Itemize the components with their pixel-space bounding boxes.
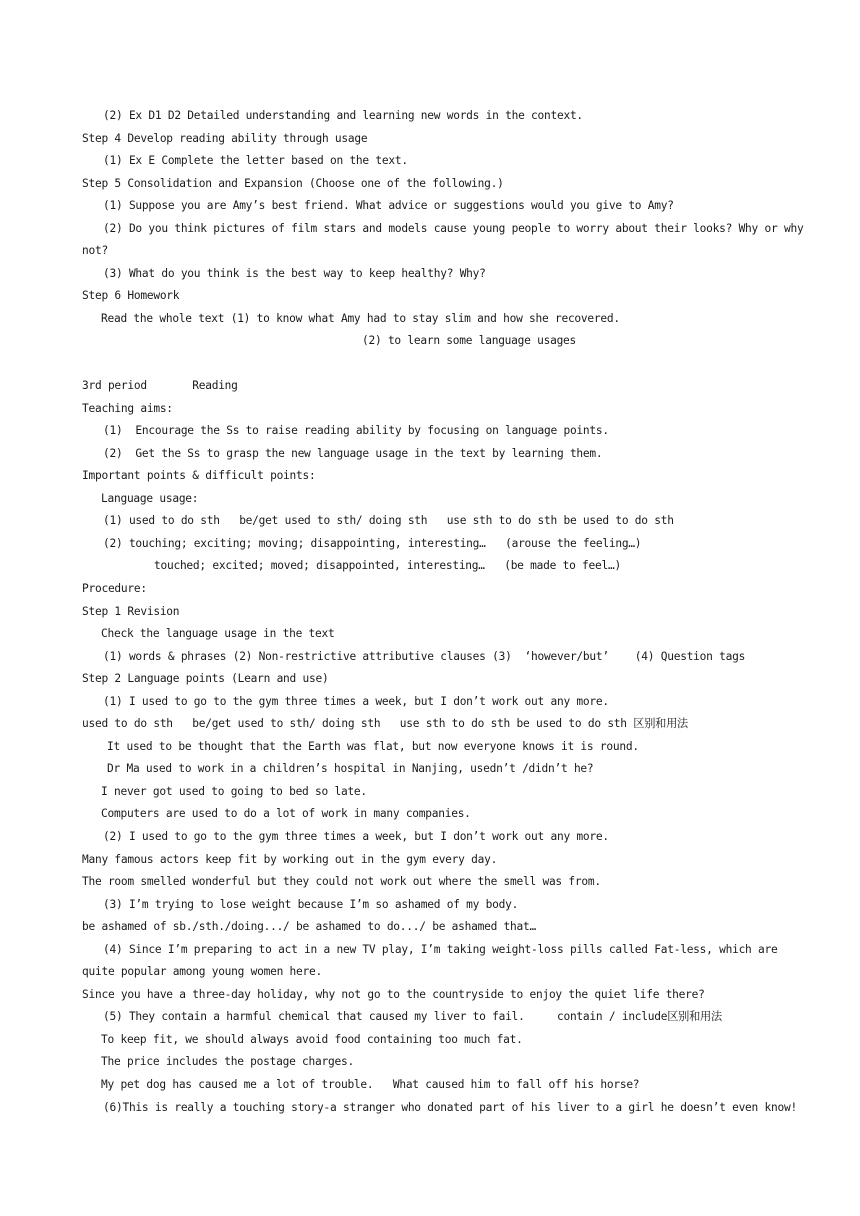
text-line: (1) Suppose you are Amy’s best friend. What advice or suggestions would you give to Amy? [103,199,674,212]
text-line: (1) words & phrases (2) Non-restrictive attributive clauses (3) ‘however/but’ (4) Question tags [103,650,746,663]
text-line: (2) to learn some language usages [362,334,577,347]
period-heading: 3rd period Reading [82,379,238,392]
section-heading: Important points & difficult points: [82,469,316,482]
text-line: (3) What do you think is the best way to keep healthy? Why? [103,267,486,280]
text-line: Read the whole text (1) to know what Amy had to stay slim and how she recovered. [101,312,620,325]
step-heading: Step 6 Homework [82,289,180,302]
step-heading: Step 5 Consolidation and Expansion (Choose one of the following.) [82,177,504,190]
example-sentence: My pet dog has caused me a lot of trouble. What caused him to fall off his horse? [101,1078,640,1091]
text-line: quite popular among young women here. [82,965,322,978]
example-sentence: Many famous actors keep fit by working out in the gym every day. [82,853,498,866]
example-sentence: Since you have a three-day holiday, why not go to the countryside to enjoy the quiet life there? [82,988,705,1001]
section-heading: Procedure: [82,582,147,595]
example-sentence: To keep fit, we should always avoid food containing too much fat. [101,1033,523,1046]
example-sentence: The price includes the postage charges. [101,1055,354,1068]
text-line: Language usage: [101,492,199,505]
text-line: (2) Ex D1 D2 Detailed understanding and learning new words in the context. [103,109,583,122]
text-line: Check the language usage in the text [101,627,335,640]
step-heading: Step 2 Language points (Learn and use) [82,672,329,685]
example-sentence: The room smelled wonderful but they could not work out where the smell was from. [82,875,601,888]
text-line: (1) I used to go to the gym three times a week, but I don’t work out any more. [103,695,609,708]
text-line: (2) Get the Ss to grasp the new language usage in the text by learning them. [103,447,603,460]
text-line: (3) I’m trying to lose weight because I’m so ashamed of my body. [103,898,519,911]
text-line: (1) Ex E Complete the letter based on the text. [103,154,408,167]
text-line: be ashamed of sb./sth./doing.../ be ashamed to do.../ be ashamed that… [82,920,536,933]
text-line: (4) Since I’m preparing to act in a new TV play, I’m taking weight-loss pills called Fat-less, which are [103,943,778,956]
section-heading: Teaching aims: [82,402,173,415]
text-line: (2) touching; exciting; moving; disappointing, interesting… (arouse the feeling…) [103,537,642,550]
text-line: (5) They contain a harmful chemical that caused my liver to fail. contain / include区别和用法 [103,1010,722,1023]
example-sentence: It used to be thought that the Earth was flat, but now everyone knows it is round. [107,740,639,753]
text-line: (1) Encourage the Ss to raise reading ability by focusing on language points. [103,424,609,437]
example-sentence: Computers are used to do a lot of work in many companies. [101,807,471,820]
step-heading: Step 4 Develop reading ability through usage [82,132,368,145]
step-heading: Step 1 Revision [82,605,180,618]
text-line: not? [82,244,108,257]
text-line: (1) used to do sth be/get used to sth/ doing sth use sth to do sth be used to do sth [103,514,674,527]
text-line: (6)This is really a touching story-a stranger who donated part of his liver to a girl he doesn’t even know! [103,1101,797,1114]
text-line: (2) I used to go to the gym three times a week, but I don’t work out any more. [103,830,609,843]
text-line: (2) Do you think pictures of film stars and models cause young people to worry about their looks? Why or why [103,222,804,235]
text-line: used to do sth be/get used to sth/ doing sth use sth to do sth be used to do sth 区别和用法 [82,717,688,730]
example-sentence: I never got used to going to bed so late. [101,785,367,798]
text-line: touched; excited; moved; disappointed, interesting… (be made to feel…) [154,559,621,572]
example-sentence: Dr Ma used to work in a children’s hospital in Nanjing, usedn’t /didn’t he? [107,762,594,775]
